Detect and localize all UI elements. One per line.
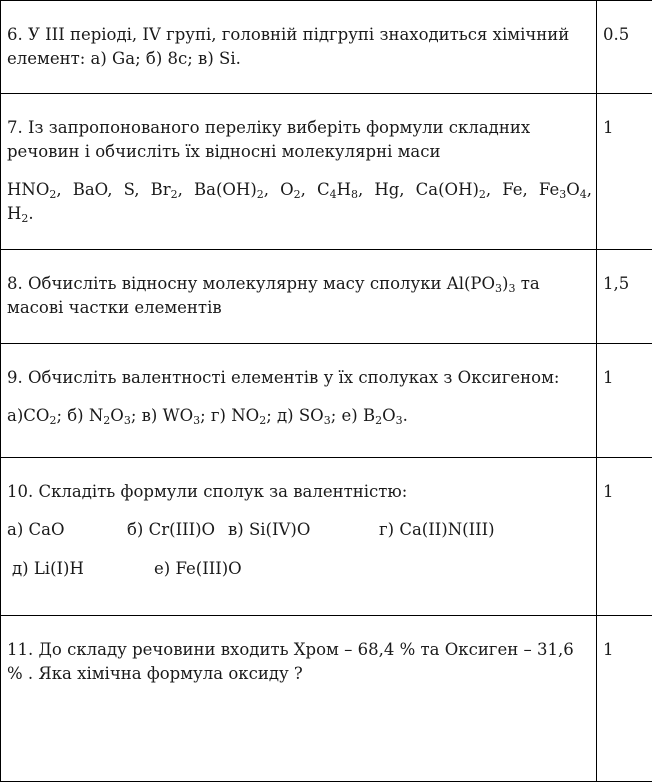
question-7-formulas-cont: $H_2$.: [7, 204, 34, 225]
question-7-text: 7. Із запропонованого переліку виберіть формули складних речовин і обчисліть їх відносні молекулярні маси: [7, 118, 531, 161]
question-6: [1, 1, 597, 94]
question-9: [1, 344, 597, 458]
points-6: 0.5: [597, 1, 652, 94]
question-11: [1, 616, 597, 782]
points-11: 1: [597, 616, 652, 782]
question-10-items-line2: [7, 557, 592, 581]
question-7: [1, 94, 597, 250]
question-8-text: 8. Обчисліть відносну молекулярну масу сполуки $Al(PO_3)_3$ та масові частки елементів: [7, 274, 540, 317]
list-item: д) Li(I)H: [12, 559, 84, 578]
points-9: 1: [597, 344, 652, 458]
list-item: а) CaO: [7, 520, 65, 539]
table-row: [1, 344, 652, 458]
question-11-text: 11. До складу речовини входить Хром – 68,4 % та Оксиген – 31,6 % . Яка хімічна формула оксиду ?: [7, 640, 574, 683]
list-item: е) Fe(III)O: [154, 559, 242, 578]
question-9-items: $а)CO_2$; б) $N_2O_3$; в) $WO_3$; г) $NO_2$; д) $SO_3$; е) $B_2O_3$.: [7, 406, 408, 427]
question-9-text: 9. Обчисліть валентності елементів у їх сполуках з Оксигеном:: [7, 368, 560, 387]
table-row: [1, 1, 652, 94]
list-item: г) Ca(II)N(III): [379, 520, 495, 539]
points-10: 1: [597, 458, 652, 616]
table-row: [1, 250, 652, 344]
question-10-items-line1: [7, 518, 592, 542]
question-6-text: 6. У ІІІ періоді, IV групі, головній підгрупі знаходиться хімічний елемент: а) Ga; б) 8c; в) Si.: [7, 25, 570, 68]
question-10-text: 10. Складіть формули сполук за валентністю:: [7, 482, 408, 501]
question-10: [1, 458, 597, 616]
question-8: [1, 250, 597, 344]
points-8: 1,5: [597, 250, 652, 344]
question-7-formulas: $HNO_2$, BaO, S, $Br_2$, $Ba(OH)_2$, $O_2$, $C_4H_8$, Hg, $Ca(OH)_2$, Fe, $Fe_3O_4$,: [7, 180, 592, 201]
list-item: б) Cr(III)O: [127, 520, 216, 539]
table-row: [1, 616, 652, 782]
table-row: [1, 458, 652, 616]
list-item: в) Si(IV)O: [228, 520, 311, 539]
points-7: 1: [597, 94, 652, 250]
table-row: [1, 94, 652, 250]
